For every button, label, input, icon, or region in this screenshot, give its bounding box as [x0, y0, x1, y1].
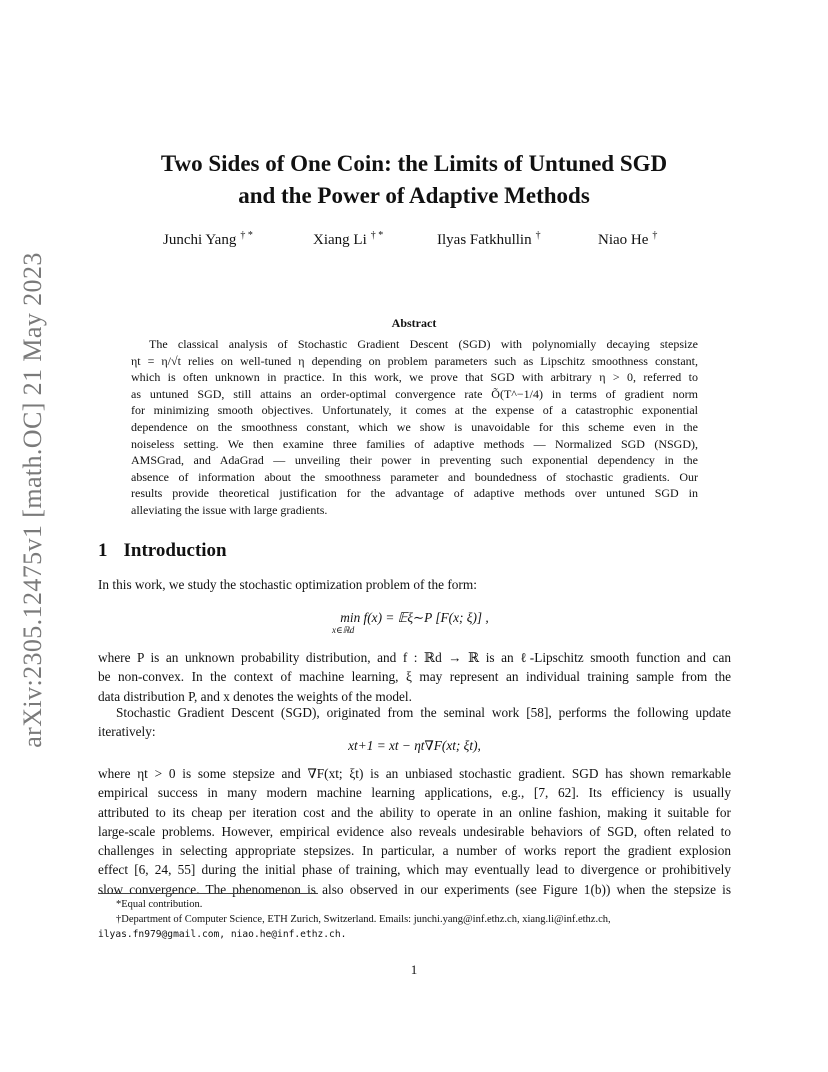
author-name: Junchi Yang [163, 232, 237, 248]
text-line: empirical success in many modern machine learning applications, e.g., [7, 62]. Its efficiency is usually [98, 785, 731, 801]
abstract-line: ηt = η/√t relies on well-tuned η depending on problem parameters such as Lipschitz smoothness constant, [131, 353, 698, 368]
abstract-line: absence of information about the smoothness parameter and boundedness of stochastic gradients. Our [131, 469, 698, 484]
title-line: and the Power of Adaptive Methods [238, 183, 590, 208]
text-line: slow convergence. The phenomenon is also observed in our experiments (see Figure 1(b)) when the stepsize is [98, 881, 731, 897]
abstract-line: AMSGrad, and AdaGrad — unveiling their power in preventing such exponential dependency in the [131, 453, 698, 468]
author-yang [163, 230, 253, 249]
footnote-affiliation: †Department of Computer Science, ETH Zurich, Switzerland. Emails: junchi.yang@inf.ethz.ch, xiang.li@inf.ethz.ch, [116, 914, 611, 925]
abstract-line: The classical analysis of Stochastic Gradient Descent (SGD) with polynomially decaying stepsize [149, 337, 698, 351]
author-he [598, 230, 657, 249]
equation-subscript: x∈ℝd [332, 625, 355, 635]
text-line: be non-convex. In the context of machine learning, ξ may represent an individual training sample from the [98, 669, 731, 685]
text-line: challenges in selecting appropriate stepsizes. In particular, a number of works report the gradient explosion [98, 843, 731, 859]
abstract-body [131, 336, 698, 519]
abstract-line: dependence on the smoothness constant, which we show is unavoidable for this scheme even in the [131, 419, 698, 434]
arxiv-identifier: arXiv:2305.12475v1 [math.OC] 21 May 2023 [18, 252, 47, 748]
text-line: iteratively: [98, 724, 156, 740]
author-name: Ilyas Fatkhullin [437, 232, 532, 248]
text-line: attributed to its cheap per iteration cost and the ability to operate in an online fashion, making it suitable for [98, 804, 731, 820]
abstract-heading: Abstract [391, 316, 437, 330]
footnote-emails: ilyas.fn979@gmail.com, niao.he@inf.ethz.ch. [98, 929, 347, 940]
abstract-line: for minimizing smooth objectives. Unfortunately, it comes at the expense of a catastrophic exponential [131, 403, 698, 418]
equation-objective: min f(x) = 𝔼ξ∼P [F(x; ξ)] , [340, 610, 489, 625]
author-marks: † * [240, 230, 253, 241]
author-name: Xiang Li [313, 232, 367, 248]
text-line: effect [6, 24, 55] during the initial phase of training, which may eventually lead to divergence or prohibitively [98, 862, 731, 878]
text-line: In this work, we study the stochastic optimization problem of the form: [98, 577, 477, 592]
author-li [313, 230, 383, 249]
footnote-rule [98, 893, 318, 894]
text-line: where P is an unknown probability distribution, and f : ℝd → ℝ is an ℓ-Lipschitz smooth function and can [98, 650, 731, 665]
author-fatkhullin [437, 230, 541, 249]
title-line: Two Sides of One Coin: the Limits of Untuned SGD [160, 151, 668, 176]
equation-sgd-update: xt+1 = xt − ηt∇F(xt; ξt), [348, 738, 481, 753]
abstract-line: as untuned SGD, still attains an order-optimal convergence rate Õ(T^−1/4) in terms of gradient norm [131, 386, 698, 401]
text-line: data distribution P, and x denotes the weights of the model. [98, 688, 412, 704]
author-marks: † * [370, 230, 384, 241]
page-number: 1 [410, 962, 418, 977]
section-heading [98, 540, 227, 562]
abstract-line: results provide theoretical justification for the advantage of adaptive methods over untuned SGD in [131, 486, 698, 501]
intro-paragraph [98, 575, 731, 594]
discussion-paragraph [98, 764, 731, 899]
section-number: 1 [98, 540, 108, 561]
text-line: large-scale problems. However, empirical evidence also reveals undesirable behaviors of SGD, often related to [98, 823, 731, 839]
author-marks: † [535, 230, 541, 241]
author-marks: † [652, 230, 658, 241]
abstract-line: which is often unknown in practice. In this work, we prove that SGD with arbitrary η > 0, referred to [131, 370, 698, 385]
section-title: Introduction [123, 540, 227, 561]
text-line: where ηt > 0 is some stepsize and ∇F(xt; ξt) is an unbiased stochastic gradient. SGD has shown remarkable [98, 766, 731, 781]
footnote-equal-contribution: *Equal contribution. [116, 899, 203, 910]
footnotes [98, 897, 731, 942]
abstract-line: alleviating the issue with large gradients. [131, 502, 328, 517]
problem-paragraph [98, 648, 731, 706]
text-line: Stochastic Gradient Descent (SGD), originated from the seminal work [58], performs the following update [116, 705, 731, 720]
paper-title [98, 148, 730, 212]
sgd-paragraph [98, 703, 731, 742]
abstract-line: noiseless setting. We then examine three families of adaptive methods — Normalized SGD (NSGD), [131, 436, 698, 451]
author-name: Niao He [598, 232, 649, 248]
